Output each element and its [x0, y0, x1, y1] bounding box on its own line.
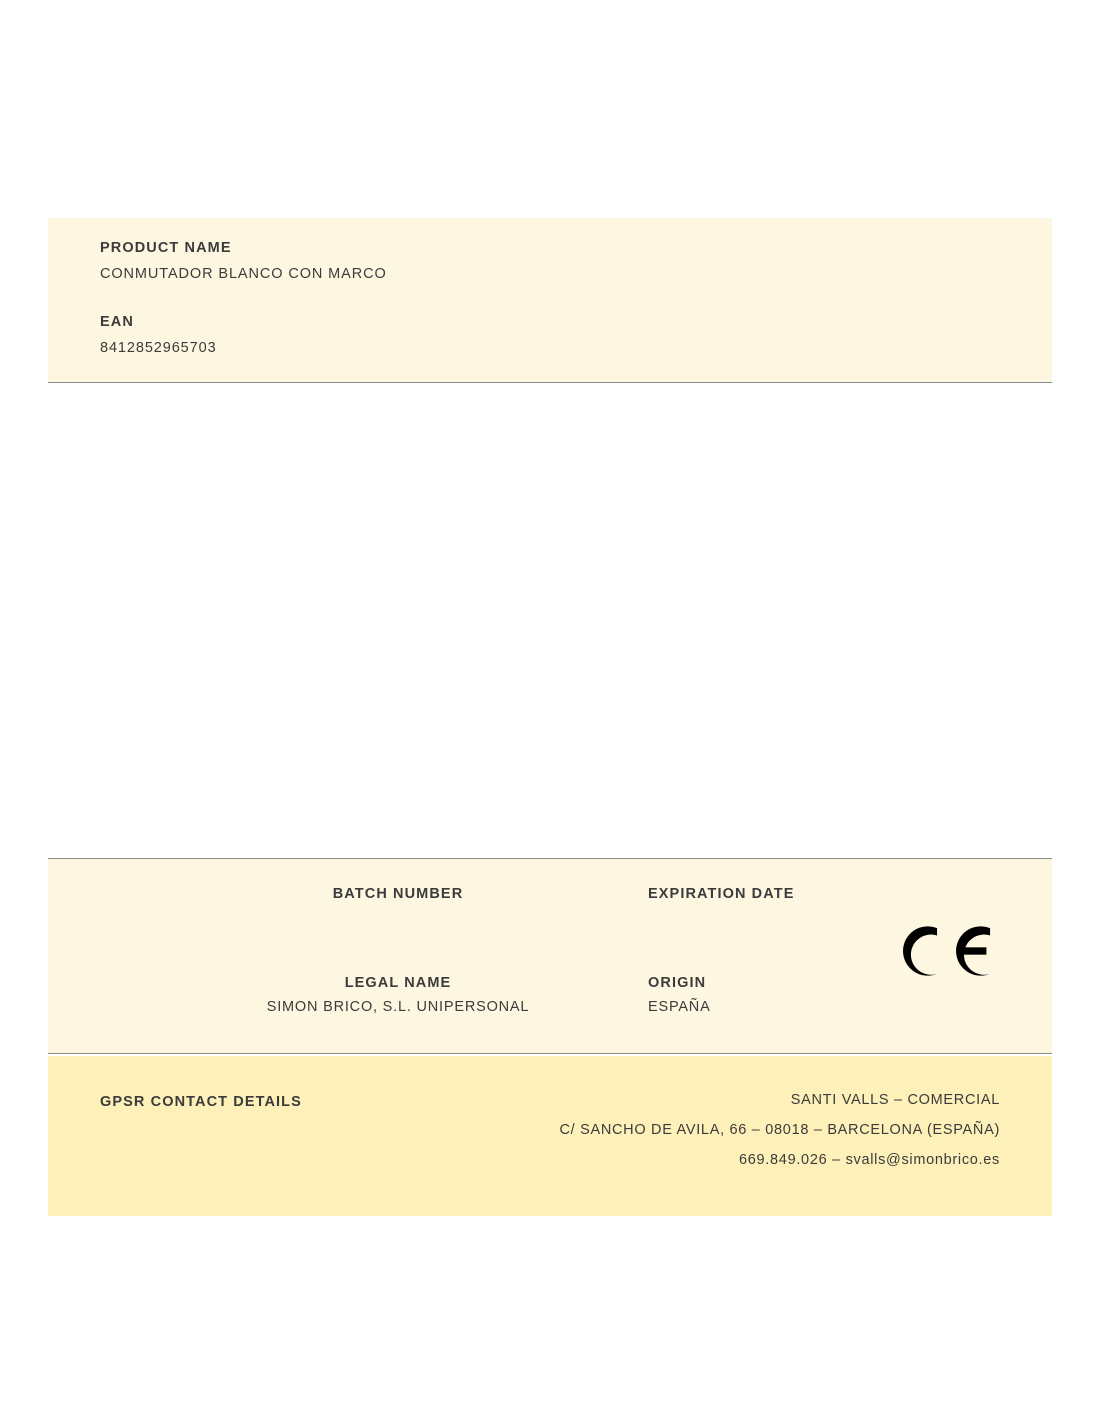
- legal-name-label: LEGAL NAME: [344, 975, 452, 991]
- gpsr-contact-line-1: SANTI VALLS – COMERCIAL: [790, 1092, 1000, 1108]
- ean-label: EAN: [100, 314, 134, 330]
- block-spacer: [100, 282, 1000, 314]
- batch-number-label: BATCH NUMBER: [332, 886, 464, 902]
- expiration-date-cell: [648, 859, 948, 910]
- product-name-value: CONMUTADOR BLANCO CON MARCO: [100, 266, 387, 282]
- batch-number-cell: [168, 859, 628, 910]
- ean-value: 8412852965703: [100, 340, 217, 356]
- legal-name-cell: [168, 957, 628, 1015]
- gpsr-contact-lines: [559, 1092, 1000, 1168]
- gpsr-contact-line-3: 669.849.026 – svalls@simonbrico.es: [739, 1152, 1000, 1168]
- expiration-date-label: EXPIRATION DATE: [648, 886, 795, 902]
- manufacturer-info-block: [48, 858, 1052, 1054]
- gpsr-contact-line-2: C/ SANCHO DE AVILA, 66 – 08018 – BARCELONA (ESPAÑA): [559, 1122, 1000, 1138]
- origin-value: ESPAÑA: [648, 999, 711, 1015]
- product-info-block: [48, 218, 1052, 383]
- gpsr-contact-block: [48, 1056, 1052, 1216]
- product-name-label: PRODUCT NAME: [100, 240, 232, 256]
- origin-label: ORIGIN: [648, 975, 707, 991]
- ce-marking-icon: [902, 919, 994, 983]
- gpsr-contact-title: GPSR CONTACT DETAILS: [100, 1094, 302, 1110]
- legal-name-value: SIMON BRICO, S.L. UNIPERSONAL: [266, 999, 530, 1015]
